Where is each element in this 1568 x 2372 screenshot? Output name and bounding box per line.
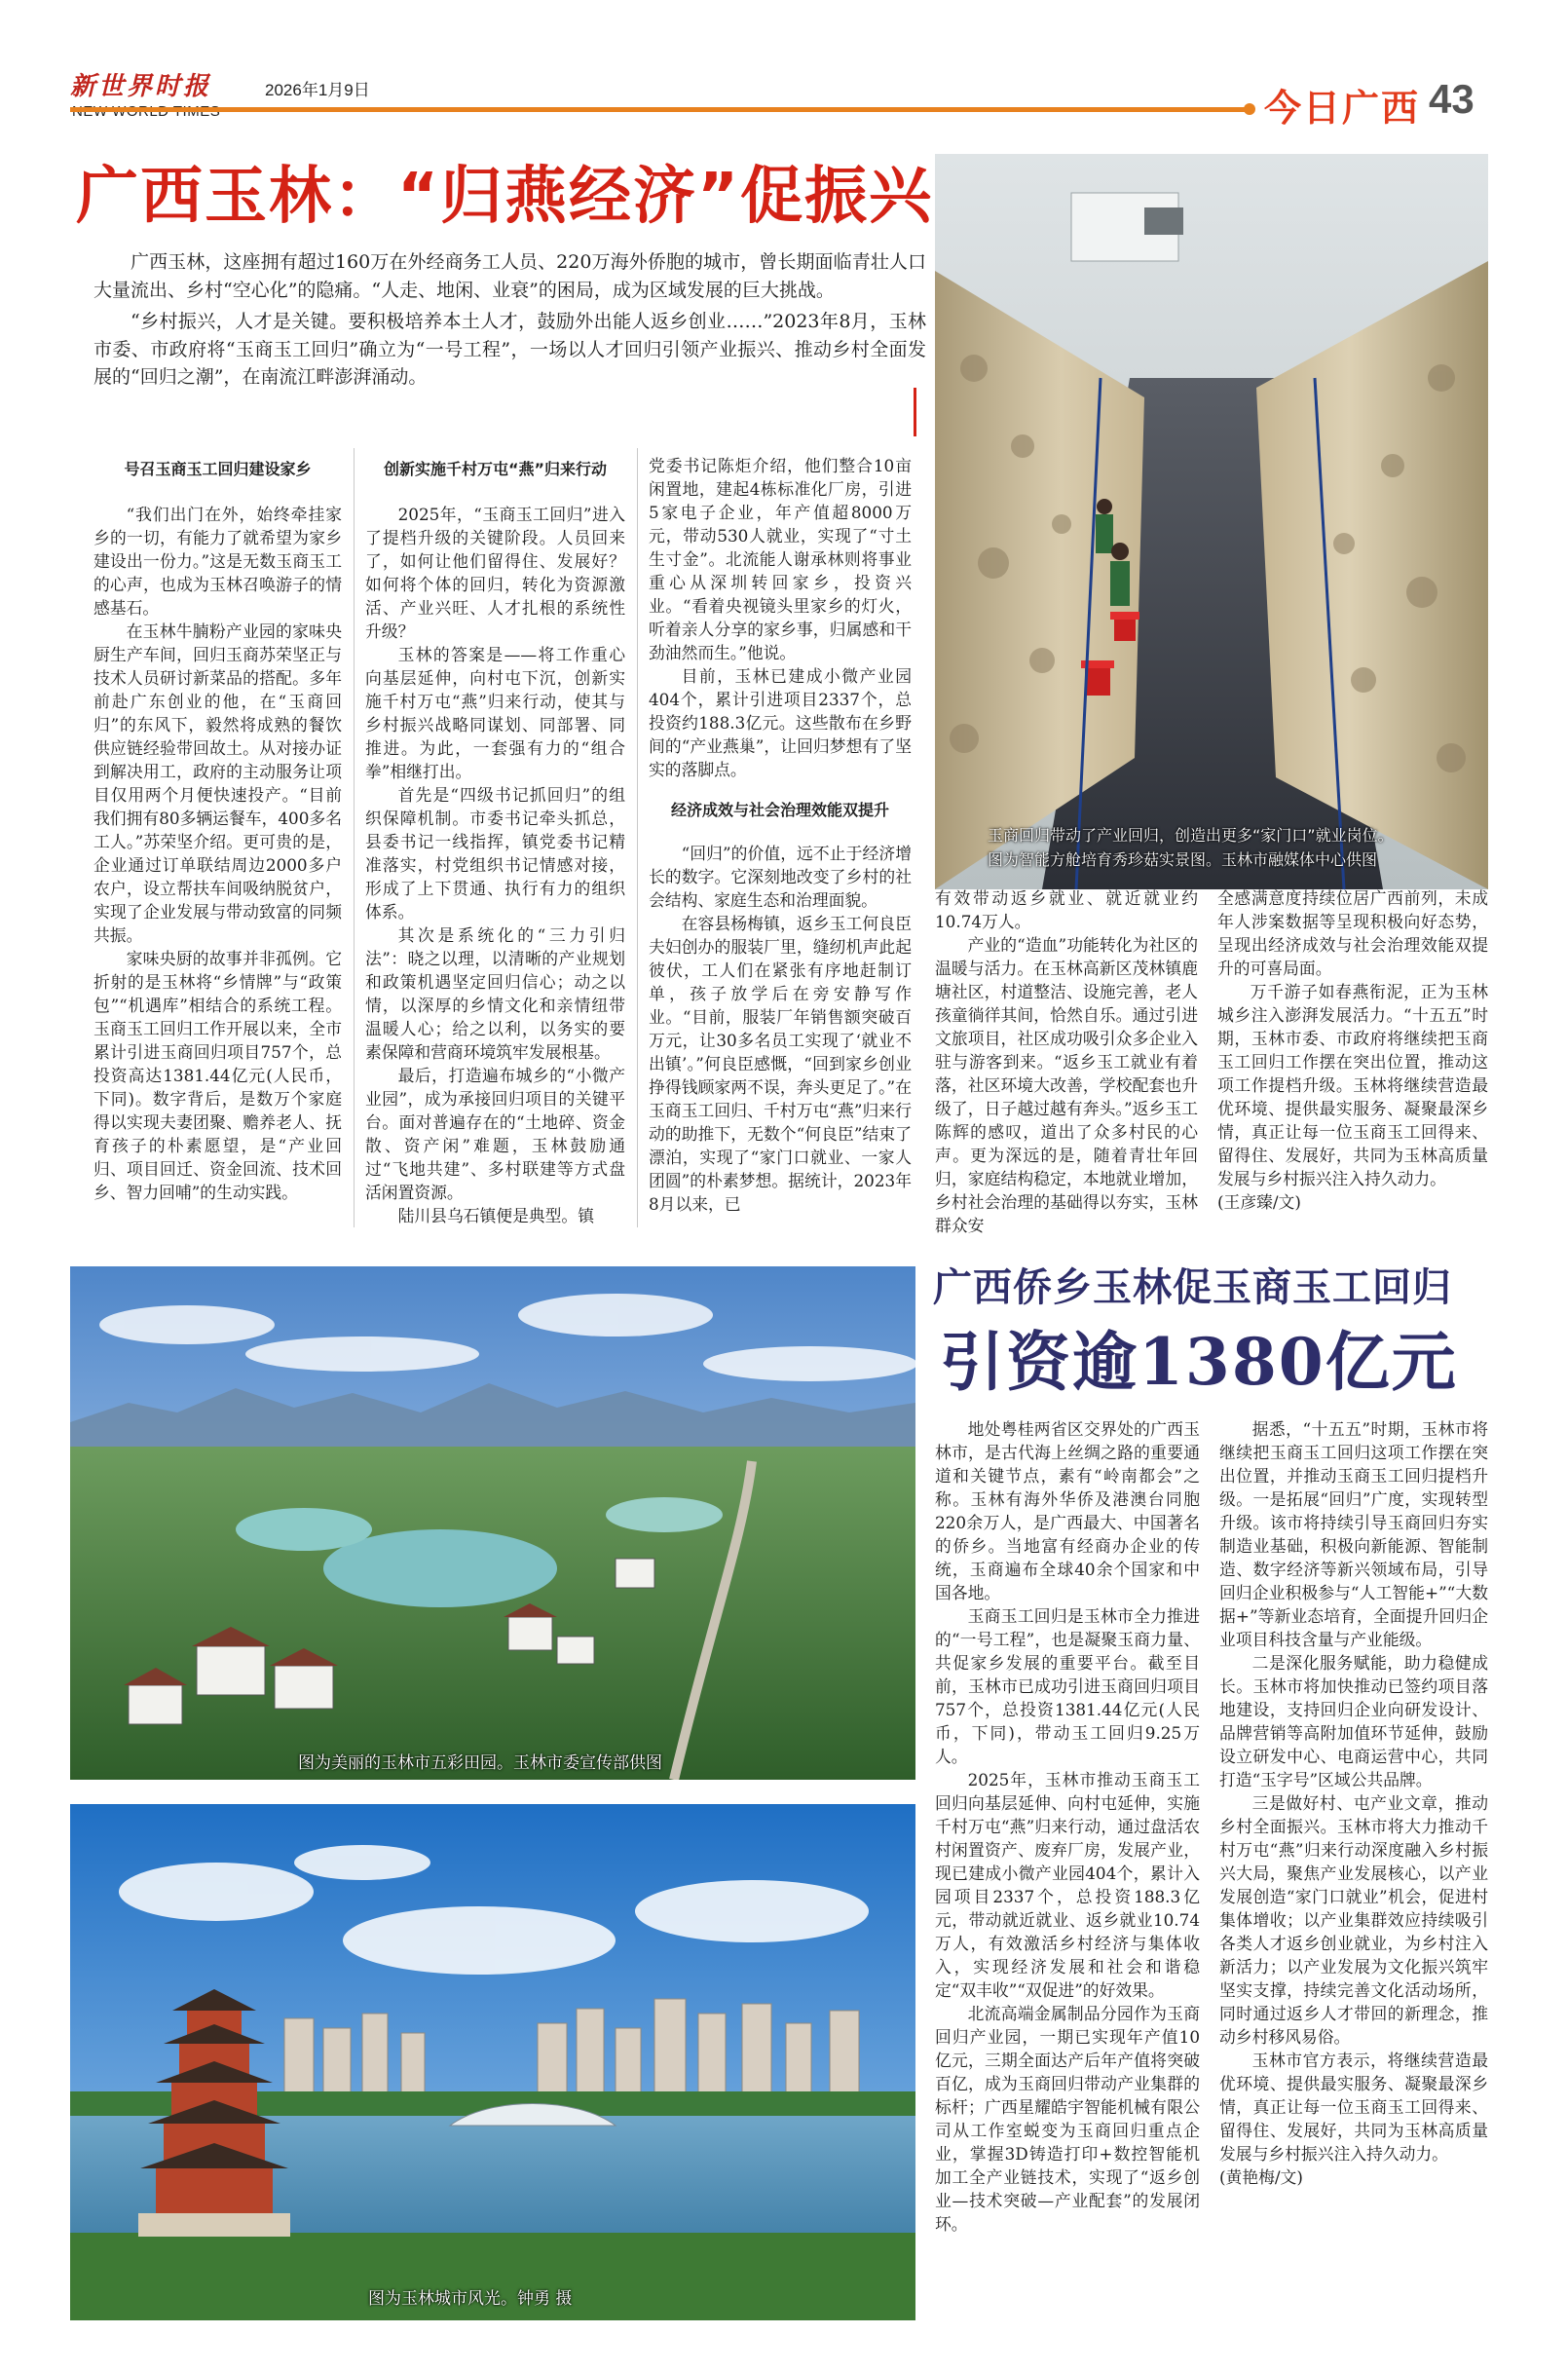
body-paragraph: 在容县杨梅镇，返乡玉工何良臣夫妇创办的服装厂里，缝纫机声此起彼伏，工人们在紧张有序地赶制订单，孩子放学后在旁安静写作业。“目前，服装厂年销售额突破百万元，让30多名员工实现了‘就业不出镇’。”何良臣感慨，“回到家乡创业挣得钱顾家两不误，奔头更足了。”在玉商玉工回归、千村万屯“燕”归来行动的助推下，无数个“何良臣”结束了漂泊，实现了“家门口就业、一家人团圆”的朴素梦想。据统计，2023年8月以来，已	[649, 914, 912, 1214]
article2-title-line1: 广西侨乡玉林促玉商玉工回归	[933, 1264, 1452, 1310]
byline: (黄艳梅/文)	[1219, 2167, 1303, 2187]
article-column-3	[649, 454, 912, 1216]
body-paragraph: 二是深化服务赋能，助力稳健成长。玉林市将加快推动已签约项目落地建设，支持回归企业向研发设计、品牌营销等高附加值环节延伸，鼓励设立研发中心、电商运营中心，共同打造“玉字号”区域公共品牌。	[1219, 1653, 1488, 1789]
city-photo-image	[70, 1804, 915, 2320]
byline: (王彦臻/文)	[1217, 1192, 1301, 1212]
body-paragraph: 产业的“造血”功能转化为社区的温暖与活力。在玉林高新区茂林镇鹿塘社区，村道整洁、设施完善，老人孩童徜徉其间，恰然自乐。通过引进文旅项目，社区成功吸引众多企业入驻与游客到来。“返乡玉工就业有着落，社区环境大改善，学校配套也升级了，日子越过越有奔头。”返乡玉工陈辉的感叹，道出了众多村民的心声。更为深远的是，随着青壮年回归，家庭结构稳定，本地就业增加，乡村社会治理的基础得以夯实，玉林群众安	[935, 935, 1198, 1235]
column-divider	[637, 448, 638, 1227]
body-paragraph: 2025年，“玉商玉工回归”进入了提档升级的关键阶段。人员回来了，如何让他们留得住、发展好？如何将个体的回归，转化为资源激活、产业兴旺、人才扎根的系统性升级？	[365, 505, 625, 641]
village-photo-image	[70, 1266, 915, 1780]
body-paragraph: 家味央厨的故事并非孤例。它折射的是玉林将“乡情牌”与“政策包”“机遇库”相结合的系统工程。玉商玉工回归工作开展以来，全市累计引进玉商回归项目757个，总投资高达1381.44亿元(人民币，下同)。数字背后，是数万个家庭得以实现夫妻团聚、赡养老人、抚育孩子的朴素愿望，是“产业回归、项目回迁、资金回流、技术回乡、智力回哺”的生动实践。	[93, 949, 342, 1202]
body-paragraph: 陆川县乌石镇便是典型。镇	[397, 1206, 594, 1225]
intro-accent-bar	[914, 388, 916, 436]
header-rule	[70, 107, 1249, 112]
mushroom-photo-image	[935, 154, 1488, 889]
intro-paragraph: 广西玉林，这座拥有超过160万在外经商务工人员、220万海外侨胞的城市，曾长期面临青壮人口大量流出、乡村“空心化”的隐痛。“人走、地闲、业衰”的困局，成为区域发展的巨大挑战。	[93, 251, 926, 301]
main-headline: 广西玉林：“归燕经济”促振兴	[76, 161, 934, 233]
section-name: 今日广西	[1264, 89, 1421, 130]
body-paragraph: 玉林市官方表示，将继续营造最优环境、提供最实服务、凝聚最深乡情，真正让每一位玉商玉工回得来、留得住、发展好，共同为玉林高质量发展与乡村振兴注入持久动力。	[1219, 2051, 1488, 2164]
body-paragraph: 万千游子如春燕衔泥，正为玉林城乡注入澎湃发展活力。“十五五”时期，玉林市委、市政府将继续把玉商玉工回归工作摆在突出位置，推动这项工作提档升级。玉林将继续营造最优环境、提供最实服务、凝聚最深乡情，真正让每一位玉商玉工回得来、留得住、发展好，共同为玉林高质量发展与乡村振兴注入持久动力。	[1217, 982, 1488, 1188]
article-column-5	[1217, 886, 1488, 1214]
article-column-4	[935, 886, 1198, 1237]
article2-column-b	[1219, 1417, 1488, 2189]
body-paragraph: 其次是系统化的“三力引归法”：晓之以理，以清晰的产业规划和政策机遇坚定回归信心；动之以情，以深厚的乡情文化和亲情纽带温暖人心；给之以利，以务实的要素保障和营商环境筑牢发展根基。	[365, 925, 625, 1062]
section-subhead: 经济成效与社会治理效能双提升	[670, 801, 889, 819]
body-paragraph: 最后，打造遍布城乡的“小微产业园”，成为承接回归项目的关键平台。面对普遍存在的“土地碎、资金散、资产闲”难题，玉林鼓励通过“飞地共建”、多村联建等方式盘活闲置资源。	[365, 1066, 625, 1202]
body-paragraph: 据悉，“十五五”时期，玉林市将继续把玉商玉工回归这项工作摆在突出位置，并推动玉商玉工回归提档升级。一是拓展“回归”广度，实现转型升级。该市将持续引导玉商回归夯实制造业基础，积极向新能源、智能制造、数字经济等新兴领域布局，引导回归企业积极参与“人工智能+”“大数据+”等新业态培育，全面提升回归企业项目科技含量与产业能级。	[1219, 1419, 1488, 1649]
article-column-1	[93, 458, 342, 1204]
body-paragraph: 全感满意度持续位居广西前列，未成年人涉案数据等呈现积极向好态势，呈现出经济成效与社会治理效能双提升的可喜局面。	[1217, 888, 1488, 978]
body-paragraph: 在玉林牛腩粉产业园的家味央厨生产车间，回归玉商苏荣坚正与技术人员研讨新菜品的搭配。多年前赴广东创业的他，在“玉商回归”的东风下，毅然将成熟的餐饮供应链经验带回故土。从对接办证到解决用工，政府的主动服务让项目仅用两个月便快速投产。“目前我们拥有80多辆运餐车，400多名工人。”苏荣坚介绍。更可贵的是，企业通过订单联结周边2000多户农户，设立帮扶车间吸纳脱贫户，实现了企业发展与带动致富的同频共振。	[93, 621, 342, 945]
article2-column-a	[935, 1417, 1200, 2236]
column-divider	[354, 448, 355, 1227]
mushroom-photo-caption-line1: 玉商回归带动了产业回归，创造出更多“家门口”就业岗位。	[988, 826, 1394, 845]
section-subhead: 创新实施千村万屯“燕”归来行动	[383, 460, 608, 478]
body-paragraph: 2025年，玉林市推动玉商玉工回归向基层延伸、向村屯延伸，实施千村万屯“燕”归来行动，通过盘活农村闲置资产、废弃厂房，发展产业，现已建成小微产业园404个，累计入园项目2337个，总投资188.3亿元，带动就近就业、返乡就业10.74万人，有效激活乡村经济与集体收入，实现经济发展和社会和谐稳定“双丰收”“双促进”的好效果。	[935, 1770, 1200, 2000]
mushroom-photo-caption-line2: 图为智能方舱培育秀珍菇实景图。玉林市融媒体中心供图	[988, 850, 1378, 869]
body-paragraph: 首先是“四级书记抓回归”的组织保障机制。市委书记牵头抓总，县委书记一线指挥，镇党委书记精准落实，村党组织书记情感对接，形成了上下贯通、执行有力的组织体系。	[365, 785, 625, 922]
page-number: 43	[1429, 76, 1475, 122]
article2-title-line2: 引资逾1380亿元	[940, 1324, 1458, 1400]
body-paragraph: 党委书记陈炬介绍，他们整合10亩闲置地，建起4栋标准化厂房，引进5家电子企业，年产值超8000万元，带动530人就业，实现了“寸土生寸金”。北流能人谢承林则将事业重心从深圳转回家乡，投资兴业。“看着央视镜头里家乡的灯火，听着亲人分享的家乡事，归属感和干劲油然而生。”他说。	[649, 456, 912, 662]
body-paragraph: “我们出门在外，始终牵挂家乡的一切，有能力了就希望为家乡建设出一份力。”这是无数玉商玉工的心声，也成为玉林召唤游子的情感基石。	[93, 505, 342, 618]
body-paragraph: “回归”的价值，远不止于经济增长的数字。它深刻地改变了乡村的社会结构、家庭生态和治理面貌。	[649, 844, 912, 910]
intro-paragraph: “乡村振兴，人才是关键。要积极培养本土人才，鼓励外出能人返乡创业……”2023年8月，玉林市委、市政府将“玉商玉工回归”确立为“一号工程”，一场以人才回归引领产业振兴、推动乡村全面发展的“回归之潮”，在南流江畔澎湃涌动。	[93, 311, 926, 388]
body-paragraph: 北流高端金属制品分园作为玉商回归产业园，一期已实现年产值10亿元，三期全面达产后年产值将突破百亿，成为玉商回归带动产业集群的标杆；广西星耀皓宇智能机械有限公司从工作室蜕变为玉商回归重点企业，掌握3D铸造打印+数控智能机加工全产业链技术，实现了“返乡创业—技术突破—产业配套”的发展闭环。	[935, 2004, 1200, 2234]
body-paragraph: 地处粤桂两省区交界处的广西玉林市，是古代海上丝绸之路的重要通道和关键节点，素有“岭南都会”之称。玉林有海外华侨及港澳台同胞220余万人，是广西最大、中国著名的侨乡。当地富有经商办企业的传统，玉商遍布全球40余个国家和中国各地。	[935, 1419, 1200, 1602]
article-column-2	[365, 458, 625, 1227]
issue-date: 2026年1月9日	[265, 81, 370, 99]
masthead	[70, 66, 1512, 134]
section-subhead: 号召玉商玉工回归建设家乡	[124, 460, 312, 478]
city-view-photo	[70, 1804, 915, 2320]
city-photo-caption: 图为玉林城市风光。钟勇 摄	[368, 2289, 573, 2309]
village-aerial-photo	[70, 1266, 915, 1780]
mushroom-greenhouse-photo	[935, 154, 1488, 889]
header-rule-end	[1244, 103, 1255, 115]
body-paragraph: 玉林的答案是——将工作重心向基层延伸，向村屯下沉，创新实施千村万屯“燕”归来行动，使其与乡村振兴战略同谋划、同部署、同推进。为此，一套强有力的“组合拳”相继打出。	[365, 645, 625, 781]
body-paragraph: 有效带动返乡就业、就近就业约10.74万人。	[935, 888, 1198, 931]
body-paragraph: 玉商玉工回归是玉林市全力推进的“一号工程”，也是凝聚玉商力量、共促家乡发展的重要平台。截至目前，玉林市已成功引进玉商回归项目757个，总投资1381.44亿元(人民币，下同)，带动玉工回归9.25万人。	[935, 1606, 1200, 1766]
village-photo-caption: 图为美丽的玉林市五彩田园。玉林市委宣传部供图	[298, 1753, 662, 1773]
newspaper-logo: 新世界时报	[70, 72, 212, 101]
intro	[93, 248, 926, 395]
body-paragraph: 三是做好村、屯产业文章，推动乡村全面振兴。玉林市将大力推动千村万屯“燕”归来行动深度融入乡村振兴大局，聚焦产业发展核心，以产业发展创造“家门口就业”机会，促进村集体增收；以产业集群效应持续吸引各类人才返乡创业就业，为乡村注入新活力；以产业发展为文化振兴筑牢坚实支撑，持续完善文化活动场所，同时通过返乡人才带回的新理念，推动乡村移风易俗。	[1219, 1793, 1488, 2047]
body-paragraph: 目前，玉林已建成小微产业园404个，累计引进项目2337个，总投资约188.3亿元。这些散布在乡野间的“产业燕巢”，让回归梦想有了坚实的落脚点。	[649, 666, 912, 779]
